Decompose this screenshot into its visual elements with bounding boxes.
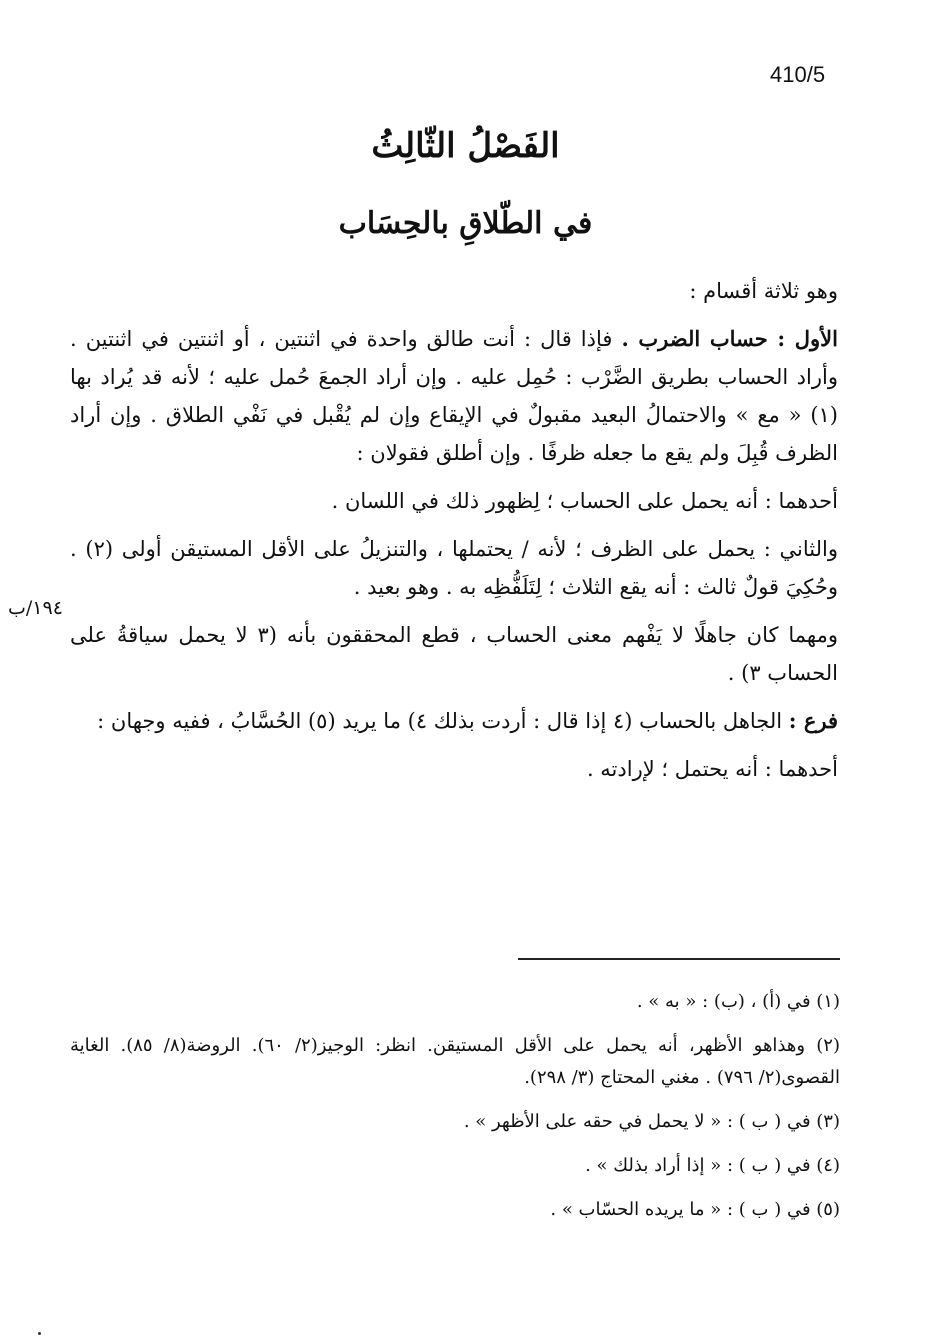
branch-heading: فرع : — [788, 708, 838, 733]
main-text — [70, 272, 838, 798]
footnotes — [70, 986, 840, 1238]
section-text: فإذا قال : أنت طالق واحدة في اثنتين ، أو اثنتين في اثنتين . وأراد الحساب بطريق الضَّرْب : حُمِل عليه . وإن أراد الجمعَ حُمل عليه ؛ لأنه قد يُراد بها (١) « مع » والاحتمالُ البعيد مقبولٌ في الإيقاع وإن لم يُقْبل في نَفْي الطلاق . وإن أراد الظرف قُبِلَ ولم يقع ما جعله ظرفًا . وإن أطلق فقولان : — [70, 327, 838, 465]
section-first-paragraph — [70, 320, 838, 472]
intro-line: وهو ثلاثة أقسام : — [689, 279, 838, 303]
branch-opinion-first: أحدهما : أنه يحتمل ؛ لإرادته . — [586, 757, 838, 781]
branch-text: الجاهل بالحساب (٤ إذا قال : أردت بذلك ٤) ما يريد (٥) الحُسَّابُ ، ففيه وجهان : — [97, 709, 783, 733]
branch-paragraph — [70, 702, 838, 740]
chapter-title: الفَصْلُ الثّالِثُ — [371, 126, 560, 166]
chapter-subtitle: في الطّلاقِ بالحِسَاب — [338, 206, 593, 241]
footnote-4: (٤) في ( ب ) : « إذا أراد بذلك » . — [585, 1155, 840, 1176]
footnote-3: (٣) في ( ب ) : « لا يحمل في حقه على الأظهر » . — [463, 1111, 840, 1132]
manuscript-folio-note: ١٩٤/ب — [8, 597, 63, 619]
opinion-first: أحدهما : أنه يحمل على الحساب ؛ لِظهور ذلك في اللسان . — [331, 489, 838, 513]
paragraph-ignorant: ومهما كان جاهلًا لا يَفْهم معنى الحساب ، قطع المحققون بأنه (٣ لا يحمل سياقةُ على الحساب ٣) . — [70, 623, 838, 685]
footnote-2: (٢) وهذاهو الأظهر، أنه يحمل على الأقل المستيقن. انظر: الوجيز(٢/ ٦٠). الروضة(٨/ ٨٥). الغاية القصوى(٢/ ٧٩٦) . مغني المحتاج (٣/ ٢٩٨). — [70, 1035, 840, 1088]
opinion-second: والثاني : يحمل على الظرف ؛ لأنه / يحتملها ، والتنزيلُ على الأقل المستيقن أولى (٢) . وحُكِيَ قولٌ ثالث : أنه يقع الثلاث ؛ لِتَلَفُّظِه به . وهو بعيد . — [70, 537, 838, 599]
footnote-divider — [518, 958, 840, 960]
scan-speck — [38, 1332, 41, 1335]
section-heading: الأول : حساب الضرب . — [621, 326, 838, 351]
footnote-1: (١) في (أ) ، (ب) : « به » . — [636, 991, 840, 1012]
footnote-5: (٥) في ( ب ) : « ما يريده الحسّاب » . — [550, 1199, 840, 1220]
page-number: 410/5 — [770, 62, 826, 87]
